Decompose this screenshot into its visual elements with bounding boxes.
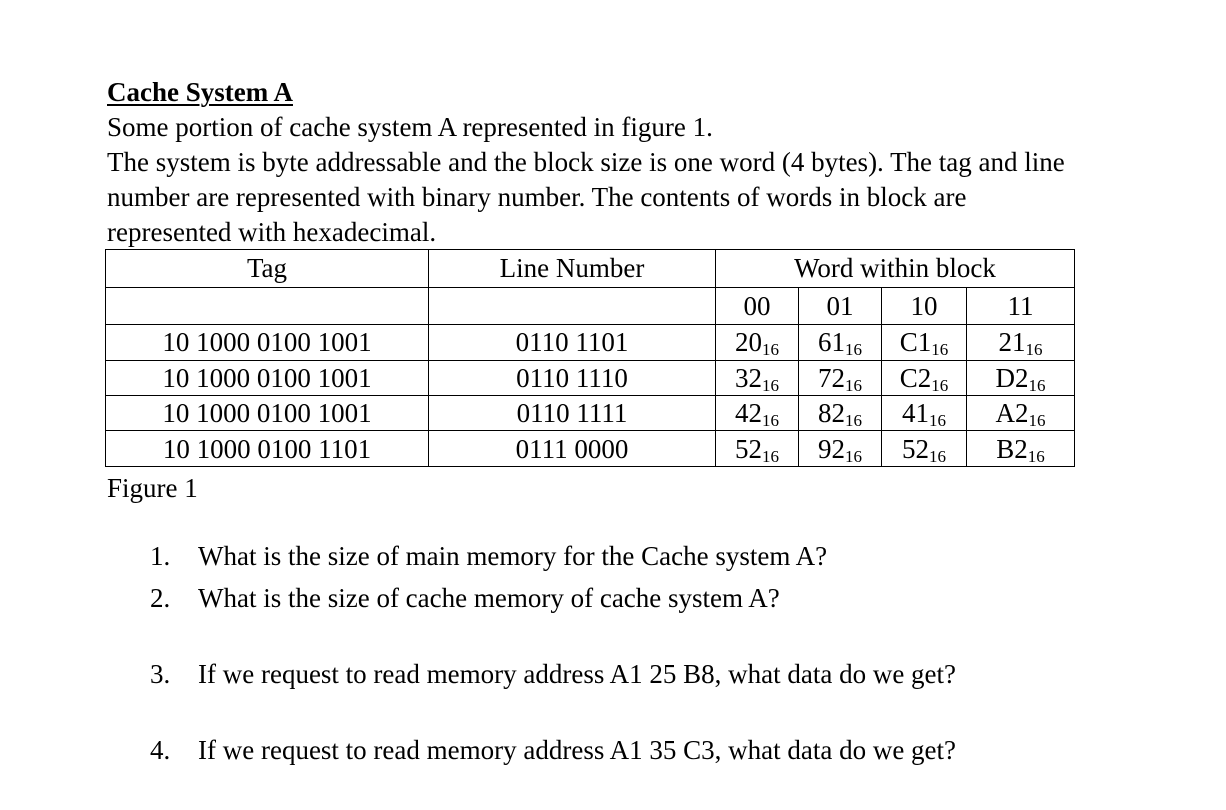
- word-value: 41: [902, 398, 929, 429]
- question-text: If we request to read memory address A1 35 C3, what data do we get?: [198, 735, 957, 765]
- question-item: [150, 733, 956, 768]
- table-header-row: [106, 250, 1075, 288]
- base-subscript: 16: [931, 340, 949, 360]
- tag-header: Tag: [106, 250, 429, 288]
- word-offset-row: [106, 287, 1075, 325]
- question-item: [150, 539, 827, 574]
- word-value: C2: [899, 362, 932, 393]
- word-cell: [716, 431, 799, 467]
- word-cell: [799, 360, 882, 395]
- word-within-block-header: Word within block: [716, 250, 1075, 288]
- figure-caption: Figure 1: [107, 473, 198, 503]
- word-cell: [799, 396, 882, 431]
- table-row: [106, 396, 1075, 431]
- word-value: 92: [818, 433, 845, 464]
- question-number: 4.: [150, 735, 171, 765]
- word-offset: 01: [799, 287, 882, 325]
- cache-table: [105, 249, 1075, 467]
- word-value: 21: [998, 327, 1026, 358]
- question-number: 3.: [150, 659, 171, 689]
- base-subscript: 16: [929, 411, 946, 431]
- word-offset: 11: [967, 287, 1075, 325]
- intro-line: Some portion of cache system A represented in figure 1.: [107, 112, 713, 142]
- base-subscript: 16: [931, 375, 949, 395]
- base-subscript: 16: [929, 446, 946, 466]
- word-value: 42: [735, 398, 762, 429]
- intro-line: The system is byte addressable and the block size is one word (4 bytes). The tag and line: [107, 147, 1065, 177]
- table-row: [106, 325, 1075, 360]
- word-cell: [967, 396, 1075, 431]
- base-subscript: 16: [1025, 340, 1043, 360]
- question-item: [150, 657, 956, 692]
- base-subscript: 16: [845, 411, 862, 431]
- base-subscript: 16: [762, 446, 779, 466]
- table-row: [106, 431, 1075, 467]
- intro-line: number are represented with binary number. The contents of words in block are: [107, 182, 967, 212]
- base-subscript: 16: [1028, 375, 1046, 395]
- word-value: 72: [818, 362, 845, 393]
- word-cell: [716, 325, 799, 360]
- word-cell: [799, 325, 882, 360]
- tag-cell: 10 1000 0100 1001: [106, 360, 429, 395]
- base-subscript: 16: [845, 446, 862, 466]
- word-value: A2: [995, 398, 1029, 429]
- line-number-header: Line Number: [429, 250, 716, 288]
- base-subscript: 16: [762, 375, 779, 395]
- line-number-cell: 0111 0000: [429, 431, 716, 467]
- base-subscript: 16: [1028, 411, 1046, 431]
- word-cell: [967, 360, 1075, 395]
- word-cell: [882, 360, 967, 395]
- line-number-cell: 0110 1110: [429, 360, 716, 395]
- word-cell: [882, 325, 967, 360]
- question-text: What is the size of cache memory of cache system A?: [198, 583, 780, 613]
- section-heading: Cache System A: [107, 77, 293, 107]
- intro-line: represented with hexadecimal.: [107, 217, 437, 247]
- word-cell: [967, 431, 1075, 467]
- base-subscript: 16: [762, 411, 779, 431]
- intro-paragraph: [107, 110, 1217, 250]
- word-value: 20: [735, 327, 762, 358]
- tag-cell: 10 1000 0100 1101: [106, 431, 429, 467]
- table-row: [106, 360, 1075, 395]
- word-value: 61: [818, 327, 845, 358]
- base-subscript: 16: [845, 375, 862, 395]
- word-offset: 10: [882, 287, 967, 325]
- question-text: If we request to read memory address A1 25 B8, what data do we get?: [198, 659, 957, 689]
- question-item: [150, 581, 780, 616]
- base-subscript: 16: [845, 340, 862, 360]
- word-cell: [882, 396, 967, 431]
- question-number: 2.: [150, 583, 171, 613]
- word-cell: [967, 325, 1075, 360]
- empty-cell: [106, 287, 429, 325]
- word-value: B2: [996, 433, 1028, 464]
- base-subscript: 16: [762, 340, 779, 360]
- word-cell: [799, 431, 882, 467]
- word-value: D2: [995, 362, 1029, 393]
- tag-cell: 10 1000 0100 1001: [106, 325, 429, 360]
- tag-cell: 10 1000 0100 1001: [106, 396, 429, 431]
- word-cell: [882, 431, 967, 467]
- line-number-cell: 0110 1111: [429, 396, 716, 431]
- empty-cell: [429, 287, 716, 325]
- word-cell: [716, 396, 799, 431]
- base-subscript: 16: [1027, 446, 1045, 466]
- question-number: 1.: [150, 541, 171, 571]
- word-value: 52: [735, 433, 762, 464]
- word-value: C1: [899, 327, 932, 358]
- question-text: What is the size of main memory for the Cache system A?: [198, 541, 828, 571]
- word-value: 82: [818, 398, 845, 429]
- word-offset: 00: [716, 287, 799, 325]
- word-cell: [716, 360, 799, 395]
- word-value: 32: [735, 362, 762, 393]
- line-number-cell: 0110 1101: [429, 325, 716, 360]
- word-value: 52: [902, 433, 929, 464]
